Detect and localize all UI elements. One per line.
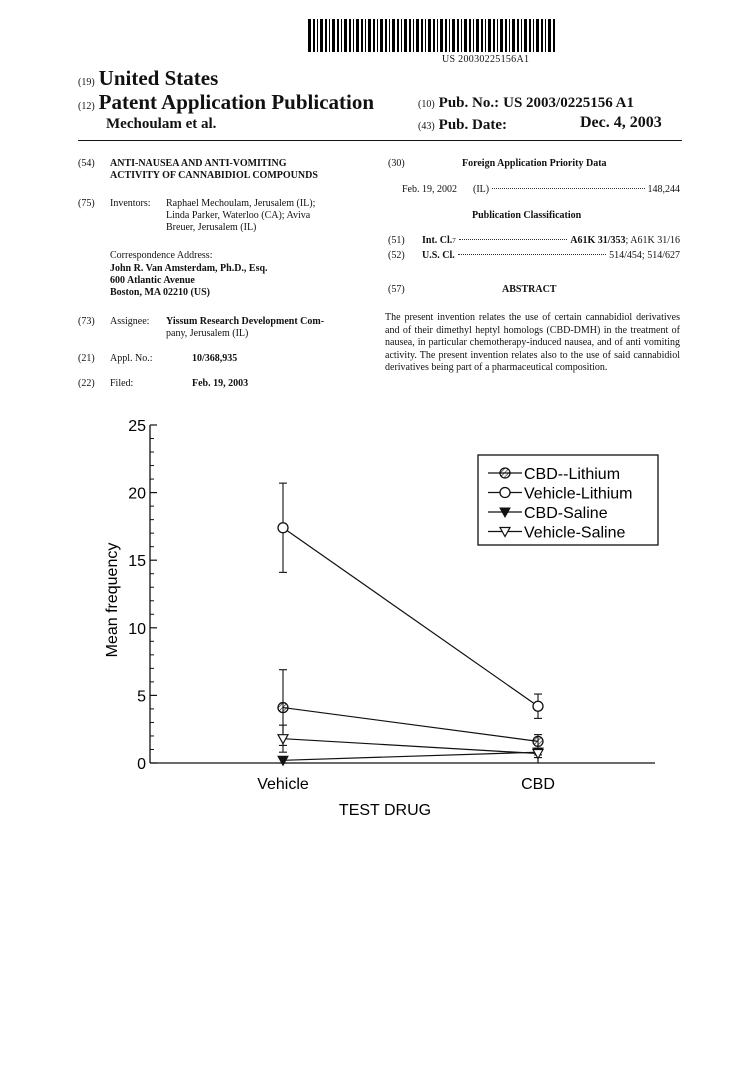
assignee-value [166,316,324,340]
uscl-value: 514/454; 514/627 [609,250,680,261]
field-number: (10) [418,99,435,110]
field-number: (19) [78,77,95,88]
pub-class-title: Publication Classification [472,210,582,221]
correspondence-label: Correspondence Address: [110,250,213,261]
inventors-list [166,198,315,234]
appl-number: (21) [78,353,95,364]
legend-label: Vehicle-Saline [524,524,626,542]
y-tick-label: 5 [137,688,146,706]
title-number: (54) [78,158,95,169]
abstract-text: The present invention relates the use of certain cannabidiol derivatives and of their dimethyl heptyl homologs (CBD-DMH) in the treatment of nausea, in particular chemotherapy-induced nausea, and of anti vomiting activity. The present invention relates also to the use of said cannabidiol derivatives being part of a pharmaceutical composition. [385,312,680,374]
filed-label: Filed: [110,378,134,389]
legend-marker [500,468,510,478]
legend-label: CBD--Lithium [524,466,621,483]
y-tick-label: 10 [128,620,146,638]
y-tick-label: 20 [128,485,146,503]
y-tick-label: 15 [128,553,146,571]
title-line: ACTIVITY OF CANNABIDIOL COMPOUNDS [110,170,318,181]
series-line [283,708,538,742]
series-line [283,752,538,760]
inventor-line: Breuer, Jerusalem (IL) [166,222,257,233]
assignee-label: Assignee: [110,316,150,327]
country-line [78,66,218,91]
uscl-number: (52) [388,250,405,261]
inventor-line: Raphael Mechoulam, Jerusalem (IL); [166,198,316,209]
priority-date: Feb. 19, 2002 [402,184,457,195]
uscl-label: U.S. Cl. [422,250,455,261]
appl-label: Appl. No.: [110,353,153,364]
pub-date-label: Pub. Date: [438,117,507,133]
x-axis-label: TEST DRUG [338,802,432,819]
assignee-number: (73) [78,316,95,327]
y-axis-label: Mean frequency [104,542,121,658]
intcl-label: Int. Cl. [422,235,453,246]
series-line [283,528,538,706]
barcode-image [308,19,558,52]
foreign-title: Foreign Application Priority Data [462,158,607,169]
uscl-row [422,250,680,262]
pub-number-label: Pub. No.: [438,95,500,111]
intcl-value-secondary: ; A61K 31/16 [625,235,680,246]
inventor-line: Linda Parker, Waterloo (CA); Aviva [166,210,311,221]
address-line: 600 Atlantic Avenue [110,275,195,286]
correspondence-address [110,263,268,299]
leader-dots [458,254,606,255]
filed-number: (22) [78,378,95,389]
foreign-priority-row [402,184,680,196]
data-point [533,736,543,746]
assignee-line: pany, Jerusalem (IL) [166,328,249,339]
intcl-number: (51) [388,235,405,246]
legend-label: CBD-Saline [524,505,608,522]
address-line: John R. Van Amsterdam, Ph.D., Esq. [110,263,268,274]
x-tick-label: Vehicle [257,776,309,793]
pub-date-line [418,116,507,134]
field-number: (43) [418,121,435,132]
address-line: Boston, MA 02210 (US) [110,287,211,298]
inventors-number: (75) [78,198,95,209]
legend-label: Vehicle-Lithium [524,485,633,503]
priority-country: (IL) [473,184,490,195]
data-point [278,756,288,765]
leader-dots [492,188,644,189]
title-line: ANTI-NAUSEA AND ANTI-VOMITING [110,158,287,169]
invention-title [110,158,318,182]
country: United States [98,66,219,90]
pub-number-line [418,94,634,112]
y-tick-label: 0 [137,756,146,773]
filed-value: Feb. 19, 2003 [192,378,249,389]
pub-number-value: US 2003/0225156 A1 [503,95,634,111]
pub-date-value: Dec. 4, 2003 [580,114,662,131]
field-number: (12) [78,101,95,112]
appl-value: 10/368,935 [192,353,238,364]
data-point [278,523,288,533]
priority-number: 148,244 [647,184,680,195]
line-chart [0,400,742,840]
legend-marker [500,488,510,498]
foreign-number: (30) [388,158,405,169]
publication-type: Patent Application Publication [98,90,375,114]
header-divider [78,140,682,141]
data-point [278,703,288,713]
publication-type-line [78,90,374,115]
intcl-row [422,235,680,247]
intcl-superscript: 7 [452,237,456,245]
intcl-value: A61K 31/353 [570,235,626,246]
data-point [533,701,543,711]
abstract-title: ABSTRACT [502,284,557,295]
abstract-number: (57) [388,284,405,295]
x-tick-label: CBD [521,776,555,793]
inventors-label: Inventors: [110,198,151,209]
y-tick-label: 25 [128,418,146,435]
series-line [283,739,538,754]
leader-dots [459,239,567,240]
authors: Mechoulam et al. [106,116,217,132]
barcode-number: US 20030225156A1 [442,54,530,65]
assignee-line: Yissum Research Development Com- [166,316,325,327]
